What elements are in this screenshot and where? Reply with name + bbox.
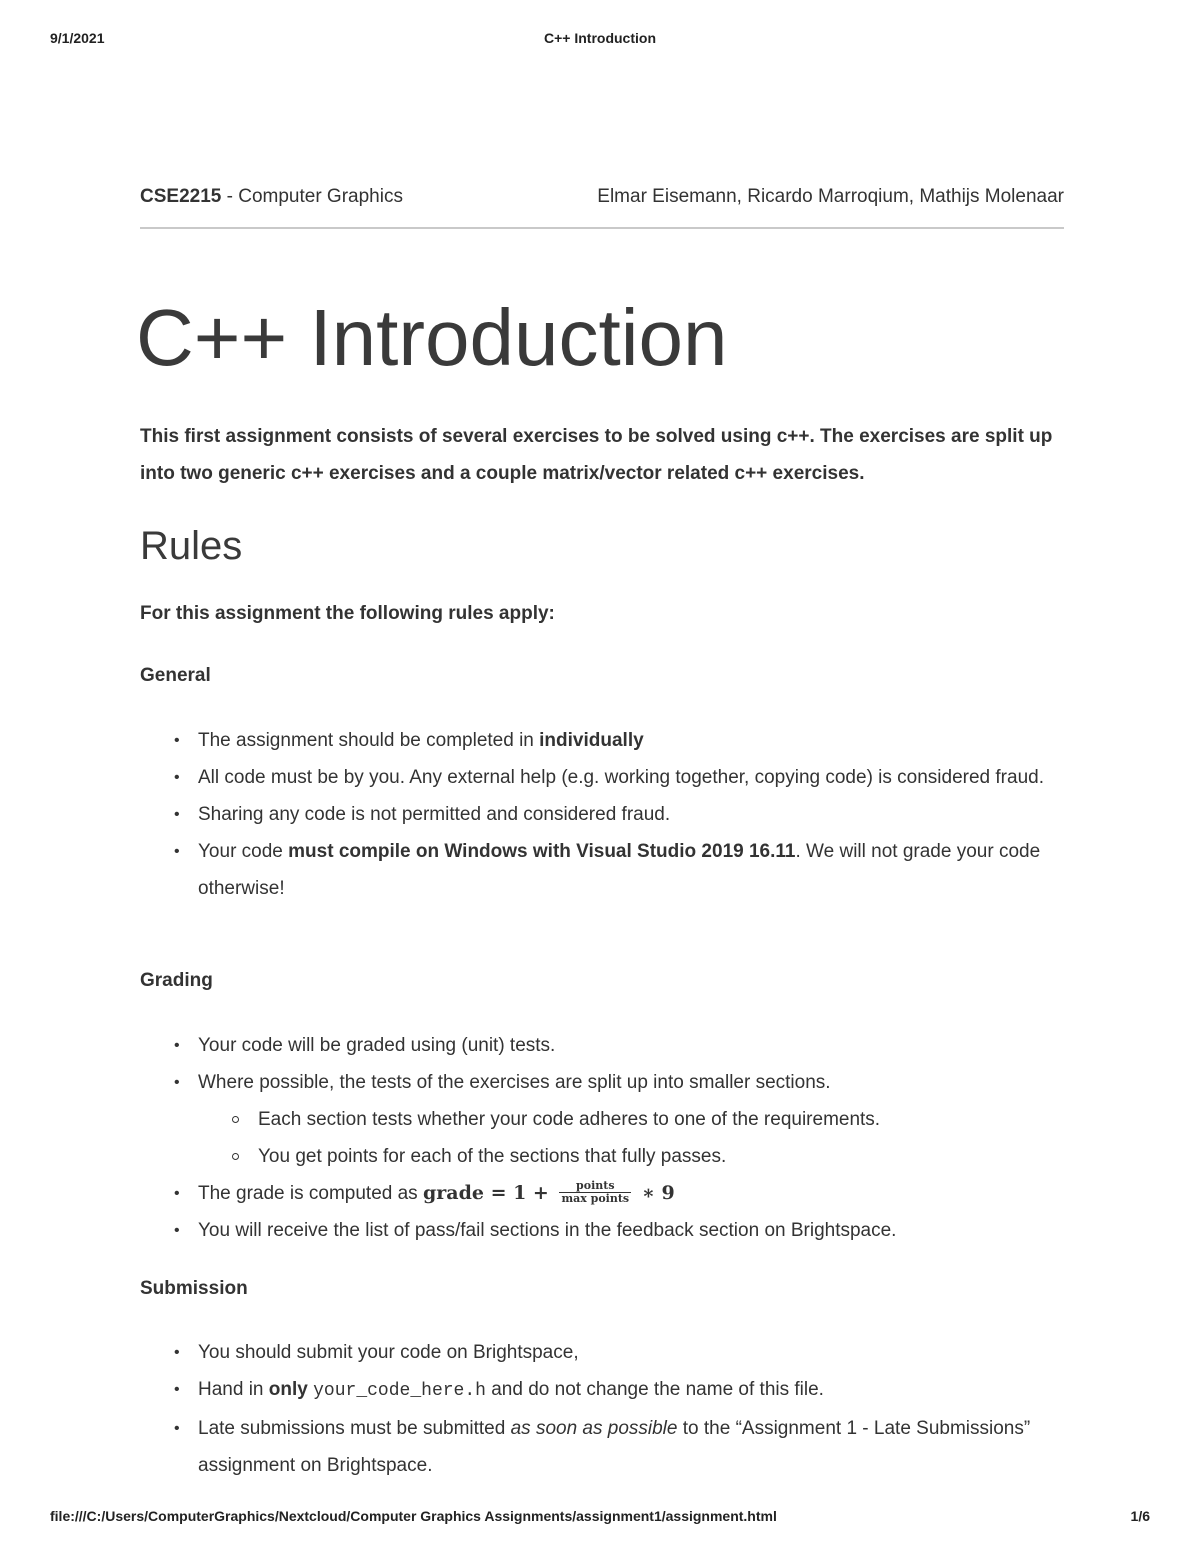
list-item: • You should submit your code on Brightspace,	[140, 1334, 1064, 1371]
list-item: • Late submissions must be submitted as soon as possible to the “Assignment 1 - Late Submissions” assignment on Brightspace.	[140, 1410, 1064, 1484]
submission-list	[140, 1334, 1064, 1484]
grading-list	[140, 1027, 1064, 1249]
course-name: Computer Graphics	[238, 186, 403, 207]
list-item: You get points for each of the sections that fully passes.	[198, 1138, 1064, 1175]
list-item: • Hand in only your_code_here.h and do not change the name of this file.	[140, 1371, 1064, 1410]
print-date: 9/1/2021	[50, 30, 105, 46]
list-item: • Sharing any code is not permitted and considered fraud.	[140, 796, 1064, 833]
list-item: • Where possible, the tests of the exercises are split up into smaller sections. Each section tests whether your code adheres to one of the requirements. You get points for each of the sections that fully passes.	[140, 1064, 1064, 1175]
print-url: file:///C:/Users/ComputerGraphics/Nextcloud/Computer Graphics Assignments/assignment1/assignment.html	[50, 1508, 777, 1524]
course-code: CSE2215	[140, 186, 222, 207]
list-item: • You will receive the list of pass/fail sections in the feedback section on Brightspace.	[140, 1212, 1064, 1249]
rules-heading: Rules	[140, 524, 243, 568]
course-separator: -	[221, 186, 239, 207]
list-item: Each section tests whether your code adheres to one of the requirements.	[198, 1101, 1064, 1138]
header-divider	[140, 227, 1064, 229]
print-page-number: 1/6	[1130, 1508, 1150, 1524]
filename-code: your_code_here.h	[313, 1381, 486, 1401]
course-header	[140, 186, 1064, 212]
rules-lead: For this assignment the following rules apply:	[140, 603, 555, 624]
submission-heading: Submission	[140, 1278, 248, 1299]
intro-paragraph: This first assignment consists of several exercises to be solved using c++. The exercises are split up into two generic c++ exercises and a couple matrix/vector related c++ exercises.	[140, 426, 1053, 484]
list-item: • Your code will be graded using (unit) tests.	[140, 1027, 1064, 1064]
print-header	[50, 30, 1150, 48]
print-title: C++ Introduction	[544, 30, 656, 46]
grading-heading: Grading	[140, 970, 213, 991]
general-list	[140, 722, 1064, 907]
list-item: • All code must be by you. Any external help (e.g. working together, copying code) is considered fraud.	[140, 759, 1064, 796]
list-item: • The assignment should be completed in individually	[140, 722, 1064, 759]
page-title: C++ Introduction	[136, 293, 728, 382]
formula-fraction: $\frac{\text{points}}{\text{max points}}$	[561, 1178, 630, 1205]
list-item: • Your code must compile on Windows with Visual Studio 2019 16.11. We will not grade your code otherwise!	[140, 833, 1064, 907]
list-item: • The grade is computed as grade = 1 + $\frac{\text{points}}{\text{max points}}$ ∗ 9	[140, 1175, 1064, 1212]
course-info	[140, 186, 403, 208]
general-heading: General	[140, 665, 211, 686]
grade-formula: grade = 1 + $\frac{\text{points}}{\text{max points}}$ ∗ 9	[422, 1178, 675, 1205]
print-footer	[50, 1508, 1150, 1526]
course-authors: Elmar Eisemann, Ricardo Marroqium, Mathijs Molenaar	[597, 186, 1064, 207]
grading-sublist	[198, 1101, 1064, 1175]
